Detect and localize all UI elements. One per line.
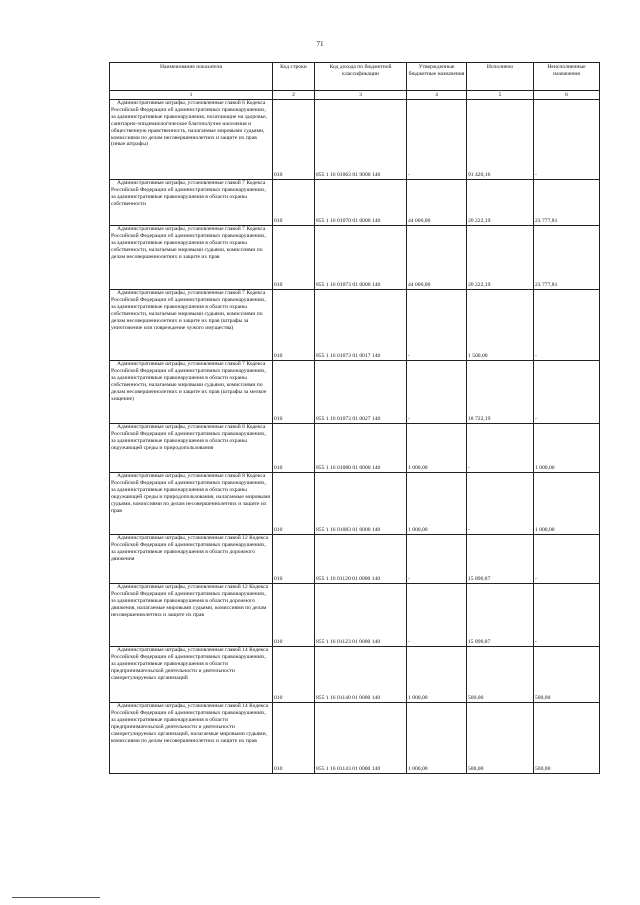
- income-code: 855 1 16 01120 01 0000 140: [315, 535, 407, 584]
- indicator-name: [110, 584, 273, 647]
- header-executed: Исполнено: [467, 63, 534, 91]
- column-numbers-row: [110, 91, 600, 100]
- column-number: 1: [110, 91, 273, 100]
- header-approved: Утвержденные бюджетные назначения: [407, 63, 467, 91]
- indicator-name: [110, 226, 273, 290]
- table-row: [110, 361, 600, 424]
- unexecuted-value: 23 777,81: [534, 180, 600, 226]
- executed-value: -: [467, 473, 534, 535]
- indicator-name: [110, 473, 273, 535]
- approved-value: 1 000,00: [407, 703, 467, 774]
- table-row: [110, 226, 600, 290]
- header-income-code: Код дохода по бюджетной классификации: [315, 63, 407, 91]
- line-code: 010: [273, 424, 315, 473]
- approved-value: -: [407, 361, 467, 424]
- indicator-name-text: Административные штрафы, установленные главой 7 Кодекса Российской Федерации об административных правонарушениях, за административные правонарушения в области охраны собственности, налагаемые мировыми судьями, комиссиями по делам несовершеннолетних и защите их прав (штрафы за мелкое хищение): [111, 361, 267, 402]
- unexecuted-value: -: [534, 361, 600, 424]
- indicator-name-text: Административные штрафы, установленные главой 12 Кодекса Российской Федерации об административных правонарушениях, за административные правонарушения в области дорожного движения: [111, 535, 269, 562]
- indicator-name: [110, 290, 273, 361]
- indicator-name-text: Административные штрафы, установленные главой 8 Кодекса Российской Федерации об административных правонарушениях, за административные правонарушения в области охраны окружающей среды и природопользования, налагаемые мировыми судьями, комиссиями по делам несовершеннолетних и защите их прав: [111, 473, 271, 514]
- indicator-name: [110, 647, 273, 703]
- line-code: 010: [273, 647, 315, 703]
- table-row: [110, 290, 600, 361]
- indicator-name: [110, 535, 273, 584]
- approved-value: 1 000,00: [407, 424, 467, 473]
- line-code: 010: [273, 226, 315, 290]
- income-code: 855 1 16 01073 01 0017 140: [315, 290, 407, 361]
- header-line-code: Код строки: [273, 63, 315, 91]
- approved-value: -: [407, 290, 467, 361]
- executed-value: -: [467, 424, 534, 473]
- header-row: [110, 63, 600, 91]
- line-code: 010: [273, 584, 315, 647]
- column-number: 5: [467, 91, 534, 100]
- line-code: 010: [273, 180, 315, 226]
- unexecuted-value: 1 000,00: [534, 424, 600, 473]
- income-code: 855 1 16 01123 01 0000 140: [315, 584, 407, 647]
- unexecuted-value: 1 000,00: [534, 473, 600, 535]
- executed-value: 20 222,19: [467, 226, 534, 290]
- executed-value: 18 722,19: [467, 361, 534, 424]
- column-number: 3: [315, 91, 407, 100]
- indicator-name: [110, 180, 273, 226]
- executed-value: 500,00: [467, 647, 534, 703]
- income-code: 855 1 16 01070 01 0000 140: [315, 180, 407, 226]
- header-unexecuted: Неисполненные назначения: [534, 63, 600, 91]
- indicator-name-text: Административные штрафы, установленные главой 7 Кодекса Российской Федерации об административных правонарушениях, за административные правонарушения в области охраны собственности, налагаемые мировыми судьями, комиссиями по делам несовершеннолетних и защите их прав (штрафы за уничтожение или повреждение чужого имущества): [111, 290, 267, 331]
- table-row: [110, 473, 600, 535]
- executed-value: 500,00: [467, 703, 534, 774]
- income-code: 855 1 16 01073 01 0027 140: [315, 361, 407, 424]
- table-row: [110, 100, 600, 180]
- income-code: 855 1 16 01063 01 9000 140: [315, 100, 407, 180]
- table-row: [110, 180, 600, 226]
- indicator-name-text: Административные штрафы, установленные главой 7 Кодекса Российской Федерации об административных правонарушениях, за административные правонарушения в области охраны собственности, налагаемые мировыми судьями, комиссиями по делам несовершеннолетних и защите их прав: [111, 226, 267, 260]
- executed-value: 91 420,16: [467, 100, 534, 180]
- table-row: [110, 424, 600, 473]
- unexecuted-value: -: [534, 100, 600, 180]
- line-code: 010: [273, 290, 315, 361]
- table-row: [110, 535, 600, 584]
- approved-value: -: [407, 100, 467, 180]
- income-code: 855 1 16 01080 01 0000 140: [315, 424, 407, 473]
- indicator-name-text: Административные штрафы, установленные главой 7 Кодекса Российской Федерации об административных правонарушениях, за административные правонарушения в области охраны собственности: [111, 180, 267, 207]
- indicator-name-text: Административные штрафы, установленные главой 14 Кодекса Российской Федерации об административных правонарушениях, за административные правонарушения в области предпринимательской деятельности и деятельности саморегулируемых организаций: [111, 647, 269, 681]
- executed-value: 15 890,87: [467, 535, 534, 584]
- indicator-name-text: Административные штрафы, установленные главой 8 Кодекса Российской Федерации об административных правонарушениях, за административные правонарушения в области охраны окружающей среды и природопользования: [111, 424, 267, 451]
- line-code: 010: [273, 703, 315, 774]
- unexecuted-value: -: [534, 584, 600, 647]
- approved-value: 1 000,00: [407, 647, 467, 703]
- indicator-name-text: Административные штрафы, установленные главой 6 Кодекса Российской Федерации об административных правонарушениях, за административные правонарушения, посягающие на здоровье, санитарно-эпидемиологическое благополучие населения и общественную нравственность, налагаемые мировыми судьями, комиссиями по делам несовершеннолетних и защите их прав (иные штрафы): [111, 100, 268, 148]
- income-code: 855 1 16 01140 01 0000 140: [315, 647, 407, 703]
- approved-value: 44 000,00: [407, 226, 467, 290]
- approved-value: 1 000,00: [407, 473, 467, 535]
- unexecuted-value: 500,00: [534, 703, 600, 774]
- table-row: [110, 703, 600, 774]
- column-number: 2: [273, 91, 315, 100]
- income-code: 855 1 16 01073 01 0000 140: [315, 226, 407, 290]
- line-code: 010: [273, 535, 315, 584]
- page-number: 71: [316, 40, 324, 48]
- unexecuted-value: -: [534, 535, 600, 584]
- executed-value: 20 222,19: [467, 180, 534, 226]
- income-report-table: [109, 62, 600, 774]
- approved-value: 44 000,00: [407, 180, 467, 226]
- line-code: 010: [273, 473, 315, 535]
- indicator-name-text: Административные штрафы, установленные главой 12 Кодекса Российской Федерации об административных правонарушениях, за административные правонарушения в области дорожного движения, налагаемые мировыми судьями, комиссиями по делам несовершеннолетних и защите их прав: [111, 584, 269, 618]
- approved-value: -: [407, 535, 467, 584]
- indicator-name: [110, 361, 273, 424]
- table-row: [110, 584, 600, 647]
- indicator-name-text: Административные штрафы, установленные главой 14 Кодекса Российской Федерации об административных правонарушениях, за административные правонарушения в области предпринимательской деятельности и деятельности саморегулируемых организаций, налагаемые мировыми судьями, комиссиями по делам несовершеннолетних и защите их прав: [111, 703, 269, 744]
- indicator-name: [110, 424, 273, 473]
- approved-value: -: [407, 584, 467, 647]
- indicator-name: [110, 100, 273, 180]
- line-code: 010: [273, 361, 315, 424]
- line-code: 010: [273, 100, 315, 180]
- indicator-name: [110, 703, 273, 774]
- header-indicator-name: Наименование показателя: [110, 63, 273, 91]
- column-number: 6: [534, 91, 600, 100]
- table-row: [110, 647, 600, 703]
- executed-value: 15 890,87: [467, 584, 534, 647]
- income-code: 855 1 16 01083 01 0000 140: [315, 473, 407, 535]
- executed-value: 1 500,00: [467, 290, 534, 361]
- unexecuted-value: -: [534, 290, 600, 361]
- footer-rule: [12, 897, 100, 898]
- unexecuted-value: 23 777,81: [534, 226, 600, 290]
- income-code: 855 1 16 01143 01 0000 140: [315, 703, 407, 774]
- column-number: 4: [407, 91, 467, 100]
- unexecuted-value: 500,00: [534, 647, 600, 703]
